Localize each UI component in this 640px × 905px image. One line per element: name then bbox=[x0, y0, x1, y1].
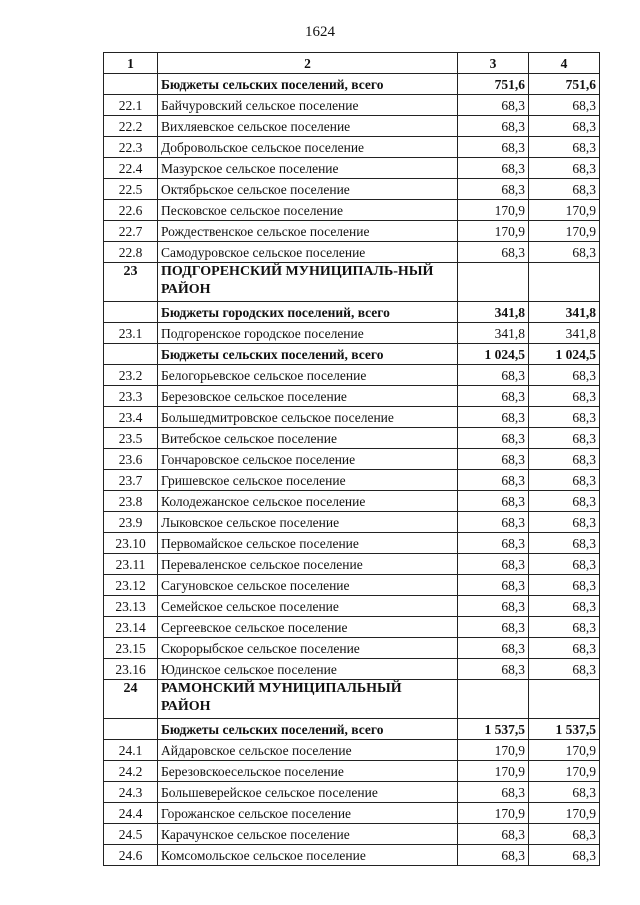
row-name: Колодежанское сельское поселение bbox=[158, 491, 458, 512]
row-name: Большедмитровское сельское поселение bbox=[158, 407, 458, 428]
row-number: 23 bbox=[104, 263, 158, 302]
header-col-4: 4 bbox=[529, 53, 600, 74]
row-value-col4: 68,3 bbox=[529, 491, 600, 512]
row-value-col3: 170,9 bbox=[458, 221, 529, 242]
row-value-col4: 170,9 bbox=[529, 803, 600, 824]
row-value-col3: 68,3 bbox=[458, 137, 529, 158]
row-value-col4 bbox=[529, 263, 600, 302]
row-name: Горожанское сельское поселение bbox=[158, 803, 458, 824]
table-row bbox=[104, 740, 600, 761]
row-name: Березовское сельское поселение bbox=[158, 386, 458, 407]
table-header-row bbox=[104, 53, 600, 74]
row-number bbox=[104, 302, 158, 323]
row-value-col4: 68,3 bbox=[529, 824, 600, 845]
table-row bbox=[104, 845, 600, 866]
row-number bbox=[104, 719, 158, 740]
row-value-col4: 68,3 bbox=[529, 137, 600, 158]
row-number: 23.9 bbox=[104, 512, 158, 533]
row-value-col3: 170,9 bbox=[458, 761, 529, 782]
table-row bbox=[104, 575, 600, 596]
total-row bbox=[104, 719, 600, 740]
row-value-col3: 68,3 bbox=[458, 512, 529, 533]
table-row bbox=[104, 638, 600, 659]
row-value-col4: 68,3 bbox=[529, 575, 600, 596]
table-row bbox=[104, 512, 600, 533]
row-number: 24.5 bbox=[104, 824, 158, 845]
row-name: Бюджеты городских поселений, всего bbox=[158, 302, 458, 323]
row-name: Скорорыбское сельское поселение bbox=[158, 638, 458, 659]
row-value-col3: 68,3 bbox=[458, 659, 529, 680]
row-value-col4: 68,3 bbox=[529, 638, 600, 659]
row-value-col3: 68,3 bbox=[458, 242, 529, 263]
table-row bbox=[104, 659, 600, 680]
row-number: 24.6 bbox=[104, 845, 158, 866]
row-value-col4: 68,3 bbox=[529, 95, 600, 116]
header-col-2: 2 bbox=[158, 53, 458, 74]
row-name: Подгоренское городское поселение bbox=[158, 323, 458, 344]
row-name: Березовскоесельское поселение bbox=[158, 761, 458, 782]
row-value-col3: 68,3 bbox=[458, 95, 529, 116]
row-name: Белогорьевское сельское поселение bbox=[158, 365, 458, 386]
row-name: ПОДГОРЕНСКИЙ МУНИЦИПАЛЬ-НЫЙ РАЙОН bbox=[158, 263, 458, 302]
page-number: 1624 bbox=[305, 24, 335, 40]
row-value-col4: 751,6 bbox=[529, 74, 600, 95]
row-number: 23.13 bbox=[104, 596, 158, 617]
row-number: 22.8 bbox=[104, 242, 158, 263]
row-value-col4: 68,3 bbox=[529, 533, 600, 554]
row-value-col3: 68,3 bbox=[458, 554, 529, 575]
row-number: 23.8 bbox=[104, 491, 158, 512]
row-name: Семейское сельское поселение bbox=[158, 596, 458, 617]
row-name: Юдинское сельское поселение bbox=[158, 659, 458, 680]
table-row bbox=[104, 158, 600, 179]
total-row bbox=[104, 74, 600, 95]
row-value-col3: 68,3 bbox=[458, 365, 529, 386]
row-value-col3: 68,3 bbox=[458, 617, 529, 638]
row-value-col4: 68,3 bbox=[529, 158, 600, 179]
table-row bbox=[104, 116, 600, 137]
row-value-col3: 68,3 bbox=[458, 638, 529, 659]
row-value-col3: 1 024,5 bbox=[458, 344, 529, 365]
row-name: Самодуровское сельское поселение bbox=[158, 242, 458, 263]
row-value-col3: 68,3 bbox=[458, 470, 529, 491]
row-number bbox=[104, 344, 158, 365]
row-value-col4: 68,3 bbox=[529, 845, 600, 866]
row-value-col4: 68,3 bbox=[529, 782, 600, 803]
row-value-col3 bbox=[458, 680, 529, 719]
table-row bbox=[104, 824, 600, 845]
row-number: 22.5 bbox=[104, 179, 158, 200]
table-row bbox=[104, 470, 600, 491]
row-name: Гришевское сельское поселение bbox=[158, 470, 458, 491]
row-value-col3: 68,3 bbox=[458, 596, 529, 617]
row-value-col4: 170,9 bbox=[529, 221, 600, 242]
row-value-col3: 68,3 bbox=[458, 158, 529, 179]
row-name: Рождественское сельское поселение bbox=[158, 221, 458, 242]
row-name: Большеверейское сельское поселение bbox=[158, 782, 458, 803]
row-name: Первомайское сельское поселение bbox=[158, 533, 458, 554]
row-number: 22.2 bbox=[104, 116, 158, 137]
row-name: Айдаровское сельское поселение bbox=[158, 740, 458, 761]
table-row bbox=[104, 179, 600, 200]
row-number: 23.14 bbox=[104, 617, 158, 638]
table-body bbox=[104, 74, 600, 866]
row-name: Гончаровское сельское поселение bbox=[158, 449, 458, 470]
row-number: 23.3 bbox=[104, 386, 158, 407]
table-row bbox=[104, 491, 600, 512]
row-value-col3: 170,9 bbox=[458, 740, 529, 761]
row-name: Вихляевское сельское поселение bbox=[158, 116, 458, 137]
row-value-col3: 68,3 bbox=[458, 782, 529, 803]
row-value-col3: 68,3 bbox=[458, 824, 529, 845]
row-value-col3: 68,3 bbox=[458, 533, 529, 554]
row-value-col3: 68,3 bbox=[458, 845, 529, 866]
total-row bbox=[104, 302, 600, 323]
row-value-col3: 68,3 bbox=[458, 575, 529, 596]
row-name: Сергеевское сельское поселение bbox=[158, 617, 458, 638]
table-row bbox=[104, 596, 600, 617]
row-number: 23.1 bbox=[104, 323, 158, 344]
row-value-col4: 68,3 bbox=[529, 116, 600, 137]
row-value-col3: 68,3 bbox=[458, 386, 529, 407]
budget-table bbox=[103, 52, 600, 866]
row-number: 23.12 bbox=[104, 575, 158, 596]
district-row bbox=[104, 680, 600, 719]
table-row bbox=[104, 200, 600, 221]
row-value-col3: 1 537,5 bbox=[458, 719, 529, 740]
row-value-col3: 341,8 bbox=[458, 323, 529, 344]
table-row bbox=[104, 386, 600, 407]
row-value-col3 bbox=[458, 263, 529, 302]
row-value-col3: 170,9 bbox=[458, 200, 529, 221]
row-number: 24 bbox=[104, 680, 158, 719]
table-row bbox=[104, 221, 600, 242]
row-value-col4: 68,3 bbox=[529, 242, 600, 263]
table-row bbox=[104, 323, 600, 344]
table-row bbox=[104, 803, 600, 824]
table-row bbox=[104, 137, 600, 158]
row-number: 23.16 bbox=[104, 659, 158, 680]
row-value-col4: 68,3 bbox=[529, 407, 600, 428]
row-value-col3: 68,3 bbox=[458, 491, 529, 512]
table-row bbox=[104, 533, 600, 554]
district-row bbox=[104, 263, 600, 302]
row-value-col4: 68,3 bbox=[529, 386, 600, 407]
row-number: 23.2 bbox=[104, 365, 158, 386]
row-value-col3: 751,6 bbox=[458, 74, 529, 95]
row-value-col4: 341,8 bbox=[529, 323, 600, 344]
row-value-col4 bbox=[529, 680, 600, 719]
row-value-col4: 68,3 bbox=[529, 470, 600, 491]
row-value-col3: 68,3 bbox=[458, 407, 529, 428]
table-row bbox=[104, 449, 600, 470]
row-name: Октябрьское сельское поселение bbox=[158, 179, 458, 200]
row-name: Мазурское сельское поселение bbox=[158, 158, 458, 179]
row-number: 22.7 bbox=[104, 221, 158, 242]
row-value-col4: 68,3 bbox=[529, 512, 600, 533]
row-number: 23.6 bbox=[104, 449, 158, 470]
row-value-col3: 68,3 bbox=[458, 116, 529, 137]
row-value-col4: 68,3 bbox=[529, 428, 600, 449]
row-name: Бюджеты сельских поселений, всего bbox=[158, 344, 458, 365]
row-value-col4: 68,3 bbox=[529, 617, 600, 638]
row-value-col4: 68,3 bbox=[529, 596, 600, 617]
table-row bbox=[104, 782, 600, 803]
table-row bbox=[104, 617, 600, 638]
table-row bbox=[104, 761, 600, 782]
row-name: Лыковское сельское поселение bbox=[158, 512, 458, 533]
row-number: 23.10 bbox=[104, 533, 158, 554]
row-number: 24.2 bbox=[104, 761, 158, 782]
row-value-col4: 1 537,5 bbox=[529, 719, 600, 740]
row-value-col4: 68,3 bbox=[529, 179, 600, 200]
header-col-1: 1 bbox=[104, 53, 158, 74]
table-row bbox=[104, 242, 600, 263]
row-value-col4: 68,3 bbox=[529, 365, 600, 386]
row-value-col3: 68,3 bbox=[458, 428, 529, 449]
table-row bbox=[104, 428, 600, 449]
row-value-col4: 170,9 bbox=[529, 740, 600, 761]
row-number bbox=[104, 74, 158, 95]
row-name: Добровольское сельское поселение bbox=[158, 137, 458, 158]
row-number: 24.4 bbox=[104, 803, 158, 824]
row-name: Байчуровский сельское поселение bbox=[158, 95, 458, 116]
row-number: 23.7 bbox=[104, 470, 158, 491]
row-number: 22.6 bbox=[104, 200, 158, 221]
row-number: 23.4 bbox=[104, 407, 158, 428]
row-number: 23.11 bbox=[104, 554, 158, 575]
row-name: Бюджеты сельских поселений, всего bbox=[158, 719, 458, 740]
row-value-col4: 68,3 bbox=[529, 659, 600, 680]
total-row bbox=[104, 344, 600, 365]
table-row bbox=[104, 554, 600, 575]
row-name: Переваленское сельское поселение bbox=[158, 554, 458, 575]
table-row bbox=[104, 407, 600, 428]
table-row bbox=[104, 365, 600, 386]
row-value-col4: 68,3 bbox=[529, 554, 600, 575]
row-value-col4: 68,3 bbox=[529, 449, 600, 470]
row-number: 24.1 bbox=[104, 740, 158, 761]
row-value-col4: 170,9 bbox=[529, 761, 600, 782]
row-value-col3: 68,3 bbox=[458, 449, 529, 470]
row-number: 22.3 bbox=[104, 137, 158, 158]
table-row bbox=[104, 95, 600, 116]
row-name: Бюджеты сельских поселений, всего bbox=[158, 74, 458, 95]
row-value-col3: 68,3 bbox=[458, 179, 529, 200]
row-number: 22.1 bbox=[104, 95, 158, 116]
row-number: 23.15 bbox=[104, 638, 158, 659]
row-number: 22.4 bbox=[104, 158, 158, 179]
row-number: 23.5 bbox=[104, 428, 158, 449]
header-col-3: 3 bbox=[458, 53, 529, 74]
row-name: Карачунское сельское поселение bbox=[158, 824, 458, 845]
row-value-col4: 341,8 bbox=[529, 302, 600, 323]
row-name: Сагуновское сельское поселение bbox=[158, 575, 458, 596]
row-value-col4: 170,9 bbox=[529, 200, 600, 221]
row-name: Песковское сельское поселение bbox=[158, 200, 458, 221]
row-number: 24.3 bbox=[104, 782, 158, 803]
row-value-col3: 170,9 bbox=[458, 803, 529, 824]
row-name: РАМОНСКИЙ МУНИЦИПАЛЬНЫЙ РАЙОН bbox=[158, 680, 458, 719]
row-value-col3: 341,8 bbox=[458, 302, 529, 323]
row-name: Витебское сельское поселение bbox=[158, 428, 458, 449]
row-value-col4: 1 024,5 bbox=[529, 344, 600, 365]
row-name: Комсомольское сельское поселение bbox=[158, 845, 458, 866]
